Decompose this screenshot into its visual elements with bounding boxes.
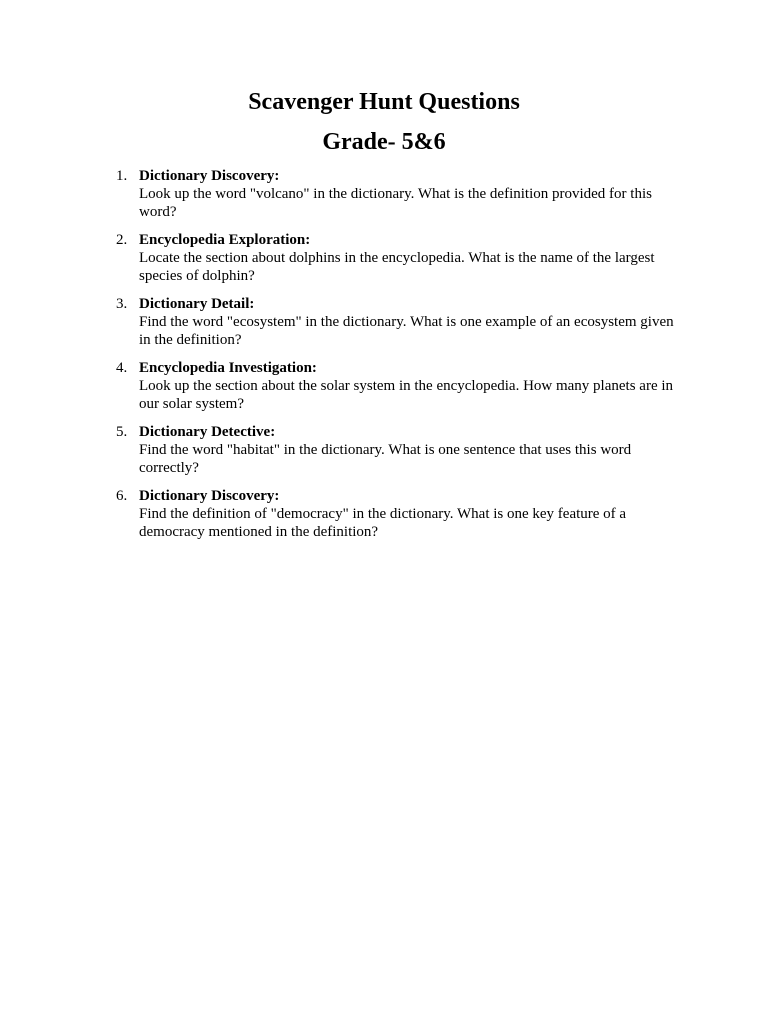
question-heading: Dictionary Discovery: [139, 488, 280, 504]
question-item [0, 231, 768, 285]
question-number: 6. [116, 488, 128, 504]
question-item [0, 167, 768, 221]
question-number: 1. [116, 168, 128, 184]
question-number: 3. [116, 296, 128, 312]
question-item [0, 359, 768, 413]
question-heading: Dictionary Discovery: [139, 168, 280, 184]
question-number: 4. [116, 360, 128, 376]
question-heading: Dictionary Detective: [139, 424, 276, 440]
question-number: 2. [116, 232, 128, 248]
question-text: Find the word "habitat" in the dictionary. What is one sentence that uses this word correctly? [139, 442, 632, 476]
question-text: Find the definition of "democracy" in the dictionary. What is one key feature of a democracy mentioned in the definition? [139, 506, 627, 540]
question-heading: Encyclopedia Exploration: [139, 232, 311, 248]
question-list [0, 167, 768, 551]
question-item [0, 423, 768, 477]
question-number: 5. [116, 424, 128, 440]
question-heading: Encyclopedia Investigation: [139, 360, 317, 376]
document-title: Scavenger Hunt Questions [248, 89, 520, 115]
question-heading: Dictionary Detail: [139, 296, 255, 312]
document-subtitle: Grade- 5&6 [322, 129, 446, 155]
question-text: Look up the word "volcano" in the dictionary. What is the definition provided for this word? [139, 186, 652, 220]
question-text: Look up the section about the solar system in the encyclopedia. How many planets are in our solar system? [139, 378, 674, 412]
question-item [0, 295, 768, 349]
question-text: Find the word "ecosystem" in the dictionary. What is one example of an ecosystem given in the definition? [139, 314, 674, 348]
question-item [0, 487, 768, 541]
question-text: Locate the section about dolphins in the encyclopedia. What is the name of the largest species of dolphin? [139, 250, 655, 284]
